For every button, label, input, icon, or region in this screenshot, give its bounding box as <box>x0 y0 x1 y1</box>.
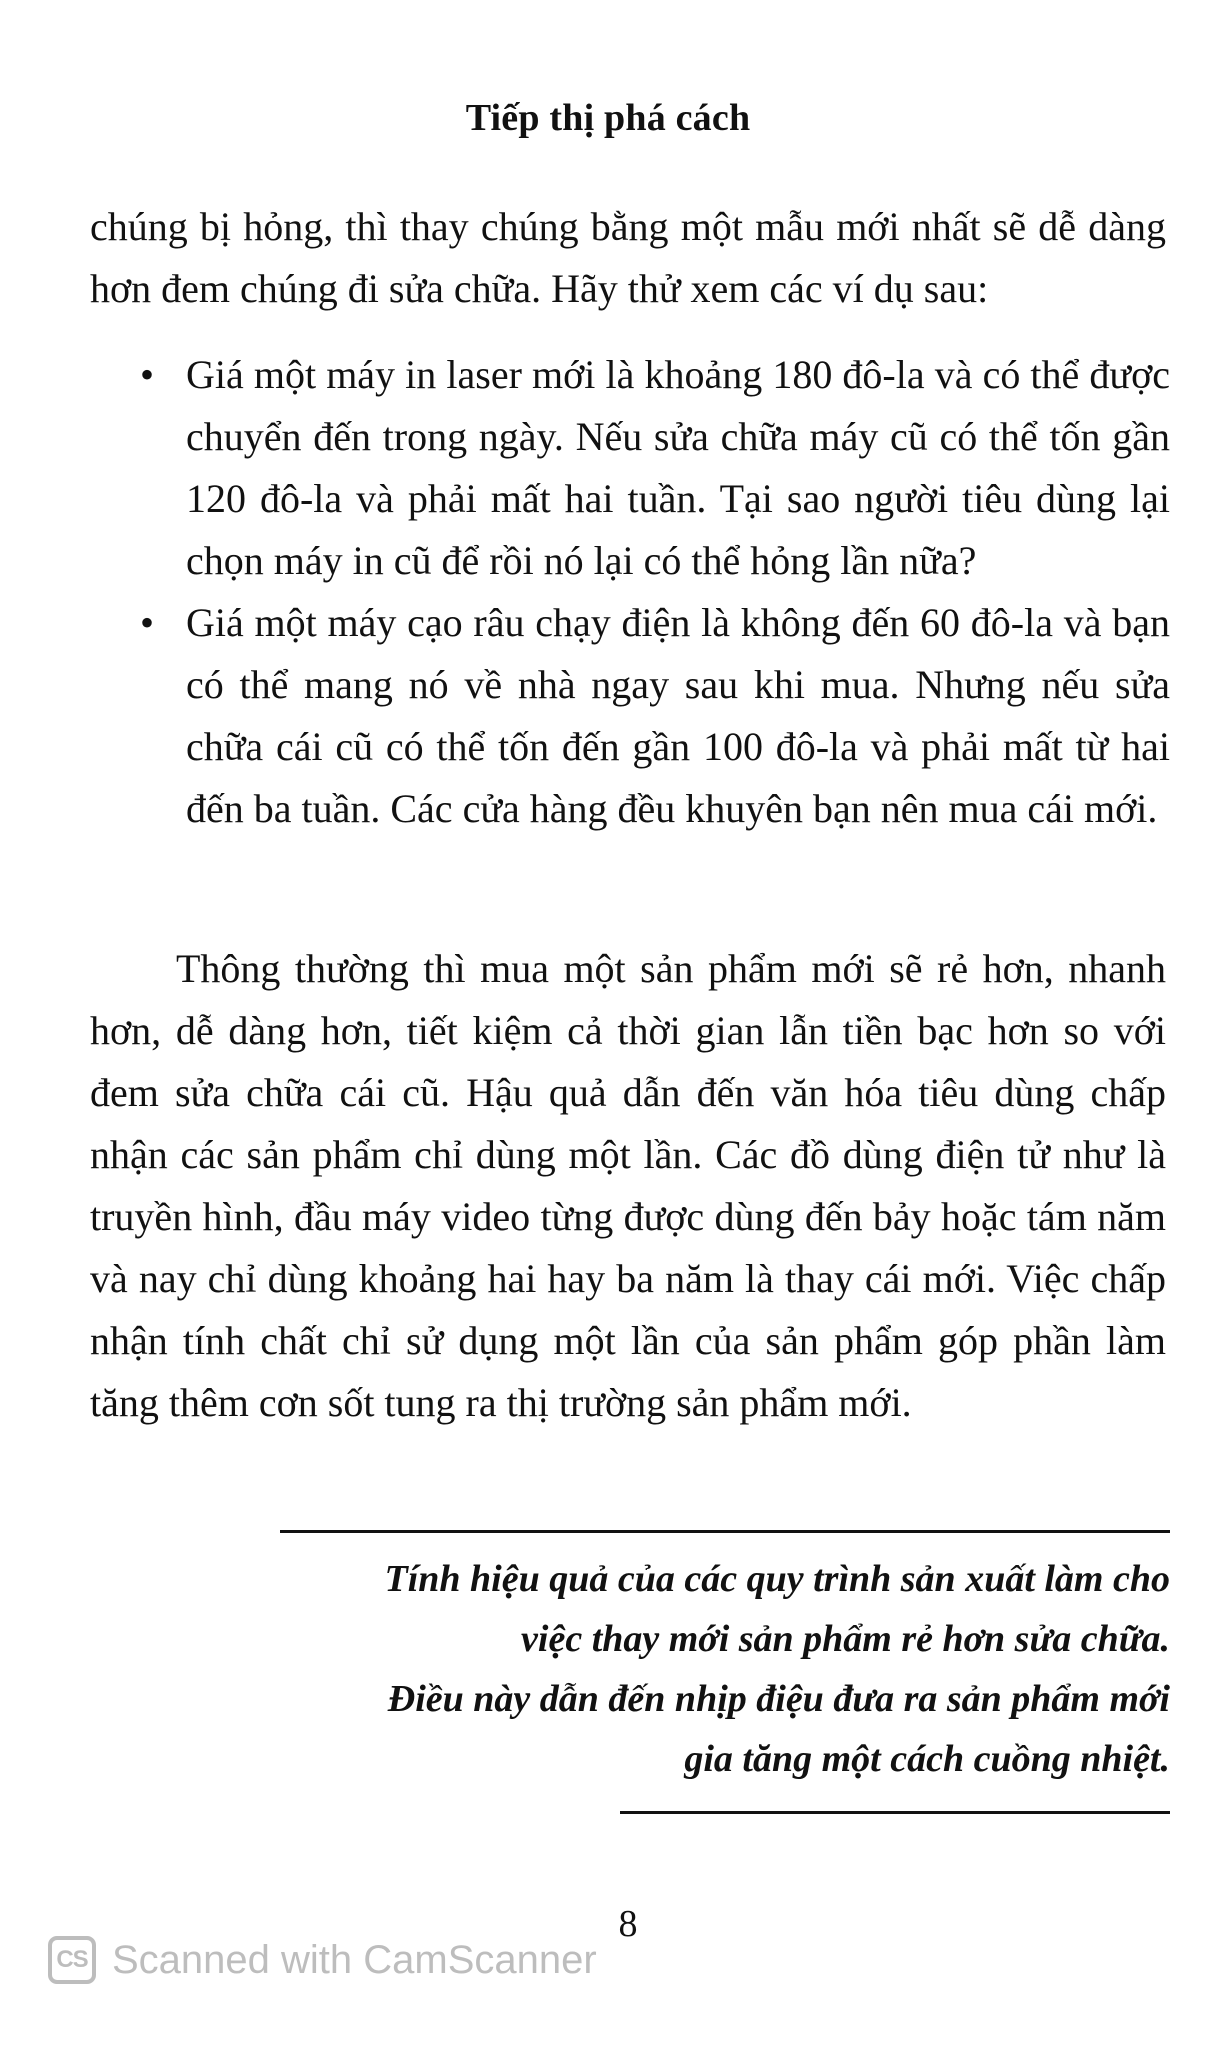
paragraph-1: chúng bị hỏng, thì thay chúng bằng một mẫu mới nhất sẽ dễ dàng hơn đem chúng đi sửa chữa. Hãy thử xem các ví dụ sau: <box>90 204 1166 311</box>
bullet-text-1: Giá một máy in laser mới là khoảng 180 đô-la và có thể được chuyển đến trong ngày. Nếu sửa chữa máy cũ có thể tốn gần 120 đô-la và phải mất hai tuần. Tại sao người tiêu dùng lại chọn máy in cũ để rồi nó lại có thể hỏng lần nữa? <box>186 352 1170 583</box>
pull-quote-bottom-rule <box>620 1811 1170 1814</box>
pull-quote <box>270 1530 1170 1814</box>
pull-quote-line-1: Tính hiệu quả của các quy trình sản xuất làm cho <box>384 1558 1170 1600</box>
pull-quote-text <box>270 1549 1170 1789</box>
pull-quote-line-3: Điều này dẫn đến nhịp điệu đưa ra sản phẩm mới <box>387 1678 1170 1720</box>
pull-quote-top-rule <box>280 1530 1170 1533</box>
bullet-text-2: Giá một máy cạo râu chạy điện là không đến 60 đô-la và bạn có thể mang nó về nhà ngay sau khi mua. Nhưng nếu sửa chữa cái cũ có thể tốn đến gần 100 đô-la và phải mất từ hai đến ba tuần. Các cửa hàng đều khuyên bạn nên mua cái mới. <box>186 600 1170 831</box>
page-number: 8 <box>618 1903 638 1945</box>
bullet-dot-icon: • <box>140 352 155 397</box>
paragraph-2: Thông thường thì mua một sản phẩm mới sẽ rẻ hơn, nhanh hơn, dễ dàng hơn, tiết kiệm cả thời gian lẫn tiền bạc hơn so với đem sửa chữa cái cũ. Hậu quả dẫn đến văn hóa tiêu dùng chấp nhận các sản phẩm chỉ dùng một lần. Các đồ dùng điện tử như là truyền hình, đầu máy video từng được dùng đến bảy hoặc tám năm và nay chỉ dùng khoảng hai hay ba năm là thay cái mới. Việc chấp nhận tính chất chỉ sử dụng một lần của sản phẩm góp phần làm tăng thêm cơn sốt tung ra thị trường sản phẩm mới. <box>90 946 1166 1425</box>
camscanner-watermark <box>48 1932 597 1988</box>
running-head: Tiếp thị phá cách <box>465 97 751 139</box>
pull-quote-line-4: gia tăng một cách cuồng nhiệt. <box>684 1738 1170 1780</box>
watermark-text: Scanned with CamScanner <box>112 1937 597 1982</box>
bullet-item-2 <box>140 592 1170 840</box>
pull-quote-line-2: việc thay mới sản phẩm rẻ hơn sửa chữa. <box>521 1618 1170 1660</box>
camscanner-logo-icon: CS <box>48 1936 96 1984</box>
bullet-dot-icon: • <box>140 600 155 645</box>
bullet-list <box>140 344 1170 840</box>
bullet-item-1 <box>140 344 1170 592</box>
